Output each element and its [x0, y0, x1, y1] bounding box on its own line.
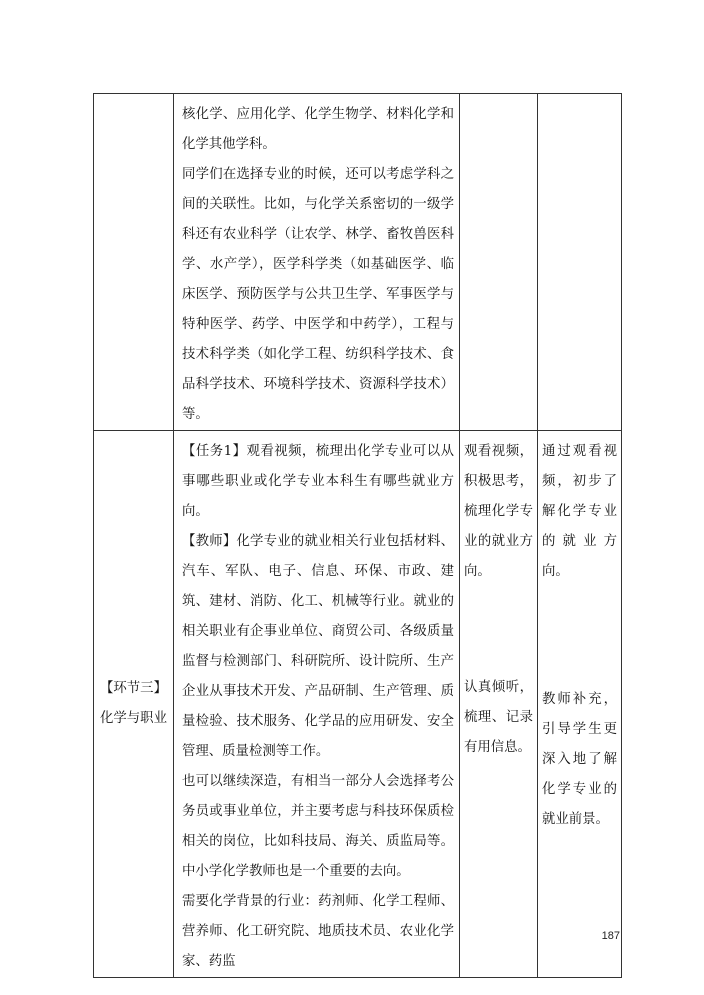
content-paragraph: 需要化学背景的行业：药剂师、化学工程师、营养师、化工研究院、地质技术员、农业化学家、药监: [182, 894, 454, 969]
student-activity-2: 认真倾听，梳理、记录有用信息。: [464, 680, 533, 755]
student-activity-cell-empty: [460, 94, 538, 431]
intent-cell-empty: [538, 94, 622, 431]
intent-1: 通过观看视频，初步了解化学专业的就业方向。: [542, 444, 617, 579]
teacher-paragraph: 【教师】化学专业的就业相关行业包括材料、汽车、军队、电子、信息、环保、市政、建筑、建材、消防、化工、机械等行业。就业的相关职业有企事业单位、商贸公司、各级质量监督与检测部门、科研院所、设计院所、生产企业从事技术开发、产品研制、生产管理、质量检验、技术服务、化学品的应用研发、安全管理、质量检测等工作。: [182, 534, 454, 759]
task-paragraph: 【任务1】观看视频，梳理出化学专业可以从事哪些职业或化学专业本科生有哪些就业方向。: [182, 444, 454, 519]
table-row: [94, 431, 622, 978]
intent-cell: [538, 431, 622, 978]
table-row: [94, 94, 622, 431]
student-activity-cell: [460, 431, 538, 978]
section-cell-empty: [94, 94, 174, 431]
teacher-activity-cell: [174, 431, 460, 978]
section-cell: [94, 431, 174, 978]
lesson-plan-table: [93, 93, 622, 978]
content-paragraph: 核化学、应用化学、化学生物学、材料化学和化学其他学科。: [182, 107, 454, 152]
page-number: 187: [601, 930, 620, 942]
teacher-activity-cell: [174, 94, 460, 431]
intent-2: 教师补充，引导学生更深入地了解化学专业的就业前景。: [542, 692, 617, 827]
content-paragraph: 同学们在选择专业的时候，还可以考虑学科之间的关联性。比如，与化学关系密切的一级学科还有农业科学（让农学、林学、畜牧兽医科学、水产学），医学科学类（如基础医学、临床医学、预防医学与公共卫生学、军事医学与特种医学、药学、中医学和中药学），工程与技术科学类（如化学工程、纺织科学技术、食品科学技术、环境科学技术、资源科学技术）等。: [182, 167, 454, 422]
content-paragraph: 也可以继续深造，有相当一部分人会选择考公务员或事业单位，并主要考虑与科技环保质检相关的岗位，比如科技局、海关、质监局等。中小学化学教师也是一个重要的去向。: [182, 774, 454, 879]
section-label: 【环节三】: [100, 681, 167, 696]
student-activity-1: 观看视频，积极思考，梳理化学专业的就业方向。: [464, 444, 533, 579]
section-title: 化学与职业: [100, 711, 167, 726]
